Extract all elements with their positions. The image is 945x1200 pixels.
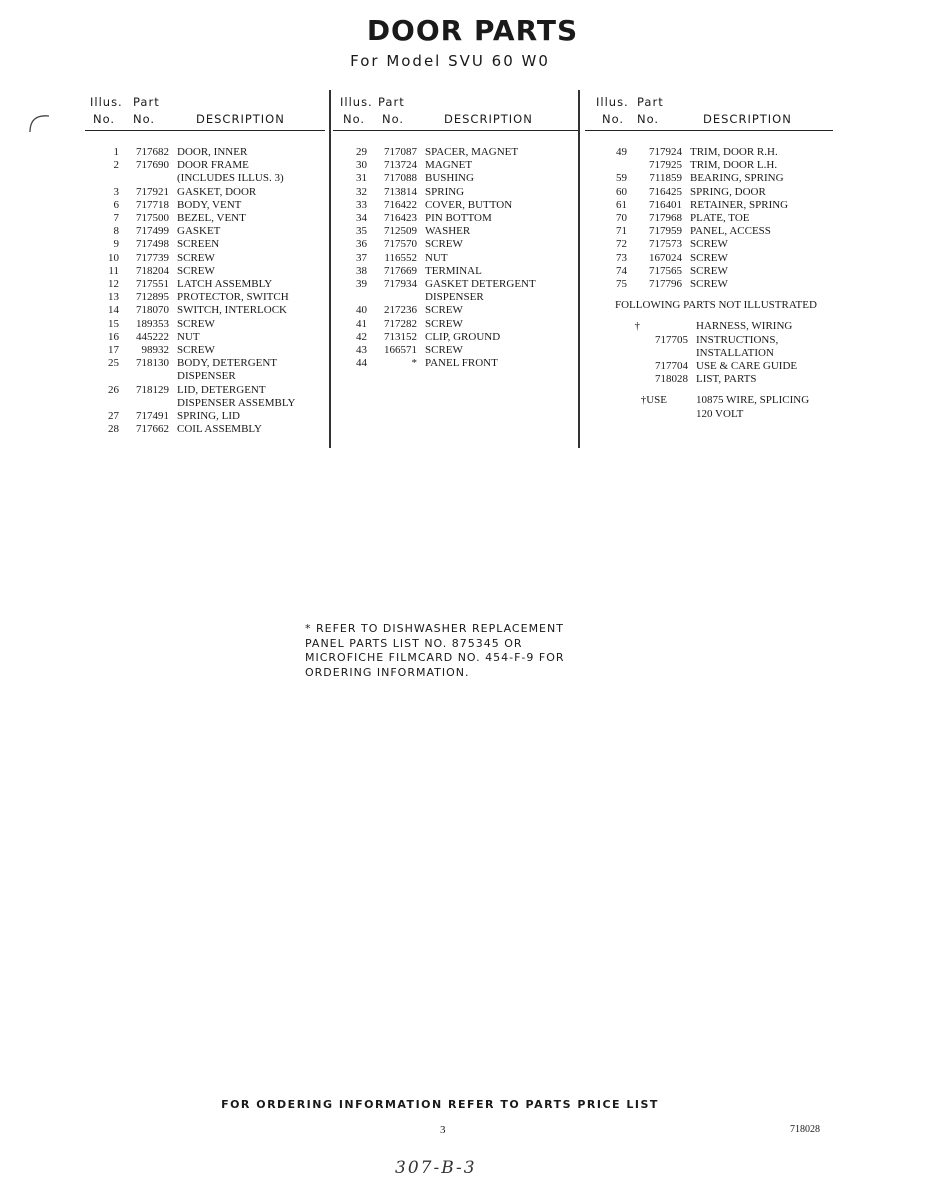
part-number bbox=[640, 347, 696, 360]
table-row bbox=[585, 212, 833, 225]
part-number bbox=[667, 394, 696, 407]
table-row bbox=[85, 172, 325, 185]
part-number: 713814 bbox=[384, 185, 417, 198]
table-row bbox=[333, 199, 578, 212]
part-number: 716401 bbox=[649, 198, 682, 211]
illus-number bbox=[585, 360, 640, 373]
description-header: DESCRIPTION bbox=[444, 112, 533, 126]
part-description: HARNESS, WIRING bbox=[696, 320, 793, 333]
table-row bbox=[85, 238, 325, 251]
part-description: DISPENSER bbox=[177, 370, 236, 383]
illus-number: 70 bbox=[616, 212, 627, 225]
part-number: 717551 bbox=[136, 278, 169, 291]
table-row bbox=[85, 384, 325, 397]
part-number bbox=[367, 291, 425, 304]
part-number: 718070 bbox=[136, 304, 169, 317]
column-header bbox=[85, 92, 325, 131]
part-number: 717925 bbox=[649, 159, 682, 172]
illus-number: 6 bbox=[113, 198, 119, 211]
part-description: COIL ASSEMBLY bbox=[177, 423, 262, 436]
part-description: SCREW bbox=[177, 264, 215, 277]
part-number: 717087 bbox=[384, 146, 417, 158]
table-row bbox=[585, 225, 833, 238]
column-header bbox=[585, 92, 833, 131]
part-number: 116552 bbox=[384, 251, 417, 264]
illus-number bbox=[333, 291, 367, 304]
notice-line: * REFER TO DISHWASHER REPLACEMENT bbox=[305, 622, 564, 635]
illus-number: 30 bbox=[356, 159, 367, 172]
table-row bbox=[585, 278, 833, 291]
illus-number: 49 bbox=[616, 146, 627, 158]
part-description: DISPENSER bbox=[425, 291, 484, 304]
part-number: 717690 bbox=[136, 159, 169, 172]
illus-number bbox=[585, 159, 627, 172]
part-description: SCREW bbox=[690, 264, 728, 277]
part-number: 717500 bbox=[136, 212, 169, 225]
illus-number: 60 bbox=[616, 185, 627, 198]
part-description: SPACER, MAGNET bbox=[425, 146, 519, 158]
table-row bbox=[85, 265, 325, 278]
illus-number: 17 bbox=[108, 344, 119, 357]
table-row bbox=[85, 199, 325, 212]
part-description: TERMINAL bbox=[425, 264, 482, 277]
part-description: NUT bbox=[425, 251, 448, 264]
description-header: DESCRIPTION bbox=[196, 112, 285, 126]
part-description: NUT bbox=[177, 330, 200, 343]
table-row bbox=[333, 331, 578, 344]
part-description: INSTRUCTIONS, bbox=[696, 333, 779, 346]
table-row bbox=[585, 408, 833, 421]
part-number: 717498 bbox=[136, 238, 169, 251]
table-row bbox=[85, 212, 325, 225]
part-description: PANEL FRONT bbox=[425, 357, 498, 370]
part-description: GASKET bbox=[177, 225, 221, 238]
part-number: 717739 bbox=[136, 251, 169, 264]
illus-number: 40 bbox=[356, 304, 367, 317]
illus-number: 41 bbox=[356, 317, 367, 330]
part-number: 717573 bbox=[649, 238, 682, 251]
table-row bbox=[585, 172, 833, 185]
illus-number: † bbox=[634, 320, 640, 333]
part-number: 167024 bbox=[649, 251, 682, 264]
illus-number: 27 bbox=[108, 410, 119, 423]
table-row bbox=[85, 344, 325, 357]
illus-number: 72 bbox=[616, 238, 627, 251]
illus-number bbox=[585, 334, 640, 347]
illus-number: 32 bbox=[356, 185, 367, 198]
part-number: 717934 bbox=[384, 278, 417, 291]
part-description: DOOR FRAME bbox=[177, 159, 249, 172]
document-number: 718028 bbox=[790, 1124, 820, 1135]
illus-number: 14 bbox=[108, 304, 119, 317]
part-description: LID, DETERGENT bbox=[177, 383, 266, 396]
page-title: DOOR PARTS bbox=[366, 14, 579, 47]
illus-number: 38 bbox=[356, 264, 367, 277]
illus-number: 9 bbox=[113, 238, 119, 251]
illus-header: Illus. bbox=[596, 95, 629, 109]
part-header: Part bbox=[637, 95, 664, 109]
table-row bbox=[585, 252, 833, 265]
part-description: BEARING, SPRING bbox=[690, 172, 784, 185]
replacement-notice bbox=[305, 622, 605, 680]
part-number bbox=[119, 397, 177, 410]
table-row bbox=[85, 357, 325, 370]
illus-number: 75 bbox=[616, 278, 627, 291]
part-description: TRIM, DOOR R.H. bbox=[690, 146, 778, 158]
illus-number: 11 bbox=[108, 264, 119, 277]
part-description: SPRING, LID bbox=[177, 410, 240, 423]
illus-number bbox=[85, 370, 119, 383]
part-number bbox=[640, 320, 696, 333]
illus-number: †USE bbox=[640, 394, 667, 407]
table-row bbox=[333, 186, 578, 199]
part-description: SCREW bbox=[690, 251, 728, 264]
parts-column-1 bbox=[85, 92, 325, 436]
illus-header: Illus. bbox=[340, 95, 373, 109]
illus-header: Illus. bbox=[90, 95, 123, 109]
table-row bbox=[333, 278, 578, 291]
part-number: 711859 bbox=[649, 172, 682, 185]
part-description: 10875 WIRE, SPLICING bbox=[696, 394, 810, 407]
illus-number bbox=[85, 172, 119, 185]
table-row bbox=[585, 360, 833, 373]
part-header: Part bbox=[378, 95, 405, 109]
table-row bbox=[585, 320, 833, 333]
table-row bbox=[85, 159, 325, 172]
illus-number: 74 bbox=[616, 264, 627, 277]
part-number: 716422 bbox=[384, 198, 417, 211]
illus-number: 42 bbox=[356, 330, 367, 343]
illus-number: 16 bbox=[108, 330, 119, 343]
part-number: 717718 bbox=[136, 198, 169, 211]
parts-list bbox=[85, 146, 325, 436]
table-row bbox=[333, 357, 578, 370]
table-row bbox=[333, 252, 578, 265]
page-number: 3 bbox=[440, 1124, 446, 1136]
part-description: MAGNET bbox=[425, 159, 473, 172]
handwritten-note: 307-B-3 bbox=[395, 1158, 477, 1178]
part-description: GASKET, DOOR bbox=[177, 185, 257, 198]
part-number bbox=[119, 370, 177, 383]
part-description: DOOR, INNER bbox=[177, 146, 248, 158]
illus-number: 28 bbox=[108, 423, 119, 436]
illus-number: 39 bbox=[356, 278, 367, 291]
part-description: LIST, PARTS bbox=[696, 373, 757, 386]
part-description: GASKET DETERGENT bbox=[425, 278, 536, 291]
illus-no-header: No. bbox=[93, 112, 116, 126]
part-description: SPRING, DOOR bbox=[690, 185, 766, 198]
ordering-footer: FOR ORDERING INFORMATION REFER TO PARTS PRICE LIST bbox=[221, 1098, 659, 1111]
corner-mark-icon bbox=[27, 110, 53, 136]
part-description: RETAINER, SPRING bbox=[690, 198, 789, 211]
part-number: 716423 bbox=[384, 212, 417, 225]
part-description: BEZEL, VENT bbox=[177, 212, 246, 225]
table-row bbox=[85, 423, 325, 436]
part-description: SCREW bbox=[425, 344, 463, 357]
table-row bbox=[85, 291, 325, 304]
part-number: 98932 bbox=[141, 344, 169, 357]
table-row bbox=[585, 373, 833, 386]
part-description: BODY, DETERGENT bbox=[177, 357, 278, 370]
part-description: SCREEN bbox=[177, 238, 220, 251]
notice-line: MICROFICHE FILMCARD NO. 454-F-9 FOR bbox=[305, 651, 565, 664]
table-row bbox=[333, 304, 578, 317]
illus-number: 12 bbox=[108, 278, 119, 291]
illus-number: 61 bbox=[616, 198, 627, 211]
table-row bbox=[85, 370, 325, 383]
part-description: WASHER bbox=[425, 225, 471, 238]
part-description: PLATE, TOE bbox=[690, 212, 750, 225]
table-row bbox=[585, 238, 833, 251]
part-number: 717968 bbox=[649, 212, 682, 225]
column-header bbox=[333, 92, 578, 131]
part-description: LATCH ASSEMBLY bbox=[177, 278, 273, 291]
table-row bbox=[85, 146, 325, 159]
column-divider bbox=[578, 90, 580, 448]
illus-number: 35 bbox=[356, 225, 367, 238]
parts-column-2 bbox=[333, 92, 578, 370]
illus-no-header: No. bbox=[602, 112, 625, 126]
table-row bbox=[585, 347, 833, 360]
part-number: 717282 bbox=[384, 317, 417, 330]
part-description: 120 VOLT bbox=[696, 407, 744, 420]
model-subtitle: For Model SVU 60 W0 bbox=[350, 52, 550, 70]
part-no-header: No. bbox=[133, 112, 156, 126]
part-description: PANEL, ACCESS bbox=[690, 225, 771, 238]
description-header: DESCRIPTION bbox=[703, 112, 792, 126]
column-divider bbox=[329, 90, 331, 448]
illus-number: 8 bbox=[113, 225, 119, 238]
table-row bbox=[585, 159, 833, 172]
illus-number: 73 bbox=[616, 251, 627, 264]
table-row bbox=[85, 304, 325, 317]
part-number: 712895 bbox=[136, 291, 169, 304]
part-description: SCREW bbox=[425, 238, 463, 251]
illus-number: 59 bbox=[616, 172, 627, 185]
parts-list bbox=[333, 146, 578, 370]
part-description: CLIP, GROUND bbox=[425, 330, 501, 343]
illus-number: 36 bbox=[356, 238, 367, 251]
part-description: SCREW bbox=[177, 317, 215, 330]
part-description: PIN BOTTOM bbox=[425, 212, 492, 225]
part-number: 166571 bbox=[384, 344, 417, 357]
part-number: * bbox=[411, 357, 417, 370]
illus-number: 37 bbox=[356, 251, 367, 264]
part-number: 717088 bbox=[384, 172, 417, 185]
part-description: TRIM, DOOR L.H. bbox=[690, 159, 778, 172]
illus-number: 34 bbox=[356, 212, 367, 225]
illus-number: 29 bbox=[356, 146, 367, 158]
illus-number: 33 bbox=[356, 198, 367, 211]
part-description: (INCLUDES ILLUS. 3) bbox=[177, 172, 284, 185]
table-row bbox=[333, 225, 578, 238]
part-description: SCREW bbox=[425, 317, 463, 330]
table-row bbox=[85, 397, 325, 410]
illus-no-header: No. bbox=[343, 112, 366, 126]
part-number: 445222 bbox=[136, 330, 169, 343]
illus-number: 25 bbox=[108, 357, 119, 370]
illus-number: 71 bbox=[616, 225, 627, 238]
part-number: 716425 bbox=[649, 185, 682, 198]
table-row bbox=[333, 344, 578, 357]
part-number: 217236 bbox=[384, 304, 417, 317]
illus-number: 13 bbox=[108, 291, 119, 304]
table-row bbox=[85, 252, 325, 265]
part-description: SWITCH, INTERLOCK bbox=[177, 304, 287, 317]
part-number: 713152 bbox=[384, 330, 417, 343]
part-description: BUSHING bbox=[425, 172, 474, 185]
table-row bbox=[585, 186, 833, 199]
part-number: 717959 bbox=[649, 225, 682, 238]
illus-number: 2 bbox=[113, 159, 119, 172]
part-number: 717704 bbox=[655, 360, 688, 373]
part-number: 717705 bbox=[655, 333, 688, 346]
table-row bbox=[333, 212, 578, 225]
illus-number bbox=[585, 373, 640, 386]
part-number: 718130 bbox=[136, 357, 169, 370]
table-row bbox=[85, 318, 325, 331]
table-row bbox=[85, 186, 325, 199]
illus-number: 43 bbox=[356, 344, 367, 357]
part-no-header: No. bbox=[637, 112, 660, 126]
part-number: 717662 bbox=[136, 423, 169, 436]
part-number: 189353 bbox=[136, 317, 169, 330]
part-description: SPRING bbox=[425, 185, 465, 198]
part-description: PROTECTOR, SWITCH bbox=[177, 291, 289, 304]
part-description: BODY, VENT bbox=[177, 198, 242, 211]
part-number bbox=[119, 172, 177, 185]
part-number: 717921 bbox=[136, 185, 169, 198]
table-row bbox=[585, 265, 833, 278]
illus-number: 31 bbox=[356, 172, 367, 185]
part-no-header: No. bbox=[382, 112, 405, 126]
part-number: 717491 bbox=[136, 410, 169, 423]
table-row bbox=[85, 410, 325, 423]
part-number: 717669 bbox=[384, 264, 417, 277]
notice-line: PANEL PARTS LIST NO. 875345 OR bbox=[305, 636, 523, 650]
table-row bbox=[333, 146, 578, 159]
part-description: USE & CARE GUIDE bbox=[696, 360, 798, 373]
part-number: 712509 bbox=[384, 225, 417, 238]
part-number: 717796 bbox=[649, 278, 682, 291]
part-header: Part bbox=[133, 95, 160, 109]
table-row bbox=[85, 331, 325, 344]
part-number: 718204 bbox=[136, 264, 169, 277]
table-row bbox=[585, 394, 833, 407]
illus-number: 10 bbox=[108, 251, 119, 264]
illus-number: 15 bbox=[108, 317, 119, 330]
part-number: 713724 bbox=[384, 159, 417, 172]
illus-number bbox=[585, 347, 640, 360]
table-row bbox=[85, 225, 325, 238]
illus-number: 1 bbox=[113, 146, 119, 158]
part-number: 717682 bbox=[136, 146, 169, 158]
table-row bbox=[333, 318, 578, 331]
part-description: INSTALLATION bbox=[696, 346, 774, 359]
illus-number bbox=[85, 397, 119, 410]
illus-number: 3 bbox=[113, 185, 119, 198]
part-description: DISPENSER ASSEMBLY bbox=[177, 396, 296, 409]
table-row bbox=[333, 238, 578, 251]
part-number: 717565 bbox=[649, 264, 682, 277]
notice-line: ORDERING INFORMATION. bbox=[305, 665, 470, 679]
illus-number: 26 bbox=[108, 383, 119, 396]
table-row bbox=[585, 199, 833, 212]
table-row bbox=[333, 172, 578, 185]
part-description: SCREW bbox=[690, 278, 728, 291]
not-illustrated-heading: FOLLOWING PARTS NOT ILLUSTRATED bbox=[615, 299, 817, 312]
part-number: 717924 bbox=[649, 146, 682, 158]
table-row bbox=[585, 334, 833, 347]
table-row bbox=[585, 146, 833, 159]
part-description: SCREW bbox=[177, 344, 215, 357]
part-description: SCREW bbox=[690, 238, 728, 251]
part-number: 717570 bbox=[384, 238, 417, 251]
illus-number: 7 bbox=[113, 212, 119, 225]
table-row bbox=[333, 159, 578, 172]
parts-column-3 bbox=[585, 92, 833, 421]
part-description: SCREW bbox=[425, 304, 463, 317]
part-description: COVER, BUTTON bbox=[425, 198, 513, 211]
table-row bbox=[333, 265, 578, 278]
illus-number: 44 bbox=[356, 357, 367, 370]
part-description: SCREW bbox=[177, 251, 215, 264]
part-number: 718129 bbox=[136, 383, 169, 396]
table-row bbox=[333, 291, 578, 304]
parts-list bbox=[585, 146, 833, 421]
part-number: 718028 bbox=[655, 373, 688, 386]
part-number: 717499 bbox=[136, 225, 169, 238]
table-row bbox=[85, 278, 325, 291]
